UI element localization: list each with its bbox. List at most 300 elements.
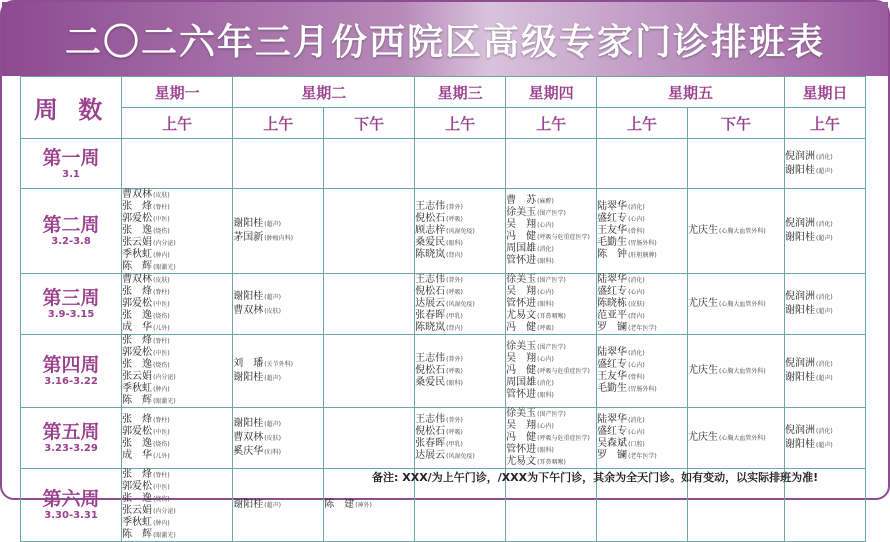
week-row bbox=[21, 139, 866, 189]
department-label: (胃肠外科) bbox=[628, 386, 657, 393]
doctor-name: 谢阳桂 bbox=[785, 439, 816, 450]
schedule-cell bbox=[415, 189, 506, 274]
doctor-entry bbox=[122, 505, 232, 517]
doctor-entry bbox=[122, 426, 232, 438]
doctor-entry bbox=[597, 426, 687, 438]
department-label: (烧伤) bbox=[153, 228, 170, 235]
weeks-column-header: 周 数 bbox=[21, 77, 122, 139]
doctor-entry bbox=[506, 298, 596, 310]
doctor-name: 曹 苏 bbox=[506, 195, 537, 206]
department-label: (消化) bbox=[628, 417, 645, 424]
doctor-entry bbox=[506, 231, 596, 243]
doctor-entry bbox=[415, 310, 505, 322]
doctor-name: 王志伟 bbox=[415, 414, 446, 425]
doctor-entry bbox=[597, 414, 687, 426]
department-label: (烧伤) bbox=[153, 496, 170, 503]
doctor-name: 周国雄 bbox=[506, 243, 537, 254]
doctor-name: 张春晖 bbox=[415, 310, 446, 321]
doctor-entry bbox=[597, 450, 687, 462]
schedule-cell bbox=[415, 139, 506, 189]
doctor-name: 倪润洲 bbox=[785, 150, 816, 162]
doctor-name: 季秋虹 bbox=[122, 249, 153, 260]
doctor-entry bbox=[785, 424, 865, 438]
department-label: (心胸大血管外科) bbox=[719, 435, 766, 442]
department-label: (胃肠外科) bbox=[628, 240, 657, 247]
doctor-entry bbox=[122, 322, 232, 334]
doctor-entry bbox=[506, 195, 596, 207]
department-label: (肾内) bbox=[628, 313, 645, 320]
department-label: (肝胆胰脾) bbox=[628, 252, 657, 259]
department-label: (呼吸与危重症医学) bbox=[537, 368, 590, 375]
page-title: 二〇二六年三月份西院区高级专家门诊排班表 bbox=[64, 22, 825, 63]
department-label: (中医) bbox=[153, 350, 170, 357]
doctor-name: 尤庆生 bbox=[688, 298, 719, 309]
department-label: (烧伤) bbox=[153, 441, 170, 448]
doctor-name: 达展云 bbox=[415, 450, 446, 461]
doctor-entry bbox=[122, 335, 232, 347]
department-label: (超声) bbox=[264, 421, 281, 428]
department-label: (内分泌) bbox=[153, 240, 176, 247]
schedule-cell bbox=[324, 335, 415, 408]
doctor-name: 张 逸 bbox=[122, 359, 153, 370]
doctor-name: 达展云 bbox=[415, 298, 446, 309]
doctor-entry bbox=[415, 365, 505, 377]
doctor-entry bbox=[233, 304, 323, 318]
doctor-name: 曹双林 bbox=[122, 189, 153, 200]
department-label: (眼科) bbox=[446, 380, 463, 387]
doctor-entry bbox=[233, 371, 323, 385]
doctor-name: 周国雄 bbox=[506, 377, 537, 388]
doctor-name: 谢阳桂 bbox=[233, 291, 264, 302]
doctor-name: 张 逸 bbox=[122, 493, 153, 504]
half-header: 上午 bbox=[785, 108, 866, 139]
department-label: (心内) bbox=[628, 429, 645, 436]
doctor-entry bbox=[415, 322, 505, 334]
doctor-name: 王友华 bbox=[597, 371, 628, 382]
doctor-entry bbox=[597, 322, 687, 334]
department-label: (麻醉) bbox=[537, 198, 554, 205]
department-label: (心内) bbox=[537, 356, 554, 363]
department-label: (中医) bbox=[153, 216, 170, 223]
doctor-name: 倪润洲 bbox=[785, 218, 816, 229]
schedule-cell bbox=[785, 274, 866, 335]
department-label: (呼吸) bbox=[446, 368, 463, 375]
schedule-cell bbox=[233, 469, 324, 542]
department-label: (关节外科) bbox=[264, 361, 293, 368]
doctor-entry bbox=[785, 290, 865, 304]
doctor-entry bbox=[688, 431, 784, 445]
department-label: (皮肤) bbox=[264, 435, 281, 442]
half-header: 上午 bbox=[597, 108, 688, 139]
half-header: 上午 bbox=[506, 108, 597, 139]
doctor-entry bbox=[122, 261, 232, 273]
doctor-entry bbox=[785, 164, 865, 178]
department-label: (超声) bbox=[816, 235, 833, 242]
department-label: (肿瘤内科) bbox=[264, 235, 293, 242]
doctor-entry bbox=[415, 414, 505, 426]
doctor-name: 管怀进 bbox=[506, 389, 537, 400]
schedule-cell bbox=[122, 189, 233, 274]
doctor-name: 吴 翔 bbox=[506, 420, 537, 431]
doctor-entry bbox=[506, 243, 596, 255]
doctor-name: 陈晓岚 bbox=[415, 322, 446, 333]
department-label: (心胸大血管外科) bbox=[719, 368, 766, 375]
department-label: (肾内) bbox=[446, 252, 463, 259]
department-label: (眼科) bbox=[537, 447, 554, 454]
department-label: (超声) bbox=[264, 502, 281, 509]
doctor-entry bbox=[233, 498, 323, 512]
doctor-name: 谢阳桂 bbox=[785, 232, 816, 243]
department-label: (心内) bbox=[537, 222, 554, 229]
department-label: (中医) bbox=[153, 429, 170, 436]
doctor-entry bbox=[122, 298, 232, 310]
doctor-entry bbox=[506, 377, 596, 389]
department-label: (内分泌) bbox=[153, 508, 176, 515]
department-label: (呼吸) bbox=[446, 216, 463, 223]
doctor-name: 张云娟 bbox=[122, 237, 153, 248]
doctor-name: 谢阳桂 bbox=[233, 418, 264, 429]
doctor-entry bbox=[597, 359, 687, 371]
schedule-cell bbox=[233, 139, 324, 189]
department-label: (超声) bbox=[816, 442, 833, 449]
doctor-entry bbox=[597, 286, 687, 298]
schedule-cell bbox=[122, 335, 233, 408]
department-label: (风湿免疫) bbox=[446, 453, 475, 460]
doctor-name: 陈 辉 bbox=[122, 395, 153, 406]
doctor-entry bbox=[122, 189, 232, 201]
department-label: (脊柱) bbox=[153, 338, 170, 345]
doctor-name: 谢阳桂 bbox=[233, 372, 264, 383]
schedule-cell bbox=[785, 189, 866, 274]
doctor-entry bbox=[122, 237, 232, 249]
department-label: (皮肤) bbox=[153, 277, 170, 284]
week-label-cell bbox=[21, 469, 122, 542]
department-label: (眼科) bbox=[537, 258, 554, 265]
doctor-entry bbox=[122, 225, 232, 237]
department-label: (烧伤) bbox=[153, 313, 170, 320]
doctor-entry bbox=[122, 395, 232, 407]
department-label: (肿内) bbox=[153, 386, 170, 393]
doctor-name: 尤易文 bbox=[506, 310, 537, 321]
department-label: (眼激光) bbox=[153, 264, 176, 271]
schedule-cell bbox=[324, 274, 415, 335]
doctor-name: 冯 健 bbox=[506, 365, 537, 376]
doctor-name: 谢阳桂 bbox=[785, 305, 816, 316]
doctor-name: 张 烽 bbox=[122, 286, 153, 297]
doctor-entry bbox=[415, 225, 505, 237]
schedule-cell bbox=[688, 408, 785, 469]
schedule-cell bbox=[785, 139, 866, 189]
doctor-name: 张 逸 bbox=[122, 310, 153, 321]
doctor-name: 郭爱松 bbox=[122, 481, 153, 492]
doctor-entry bbox=[415, 377, 505, 389]
doctor-name: 张 烽 bbox=[122, 414, 153, 425]
doctor-entry bbox=[597, 371, 687, 383]
doctor-entry bbox=[415, 286, 505, 298]
department-label: (心内) bbox=[537, 289, 554, 296]
doctor-name: 尤庆生 bbox=[688, 365, 719, 376]
week-date-range: 3.30-3.31 bbox=[44, 510, 98, 521]
department-label: (消化) bbox=[816, 294, 833, 301]
doctor-entry bbox=[415, 438, 505, 450]
doctor-name: 王志伟 bbox=[415, 353, 446, 364]
schedule-cell bbox=[597, 189, 688, 274]
doctor-entry bbox=[122, 213, 232, 225]
day-header-tue: 星期二 bbox=[233, 77, 415, 108]
doctor-name: 陈 建 bbox=[324, 499, 355, 510]
doctor-entry bbox=[122, 481, 232, 493]
department-label: (消化) bbox=[816, 361, 833, 368]
doctor-entry bbox=[122, 249, 232, 261]
doctor-name: 罗 镧 bbox=[597, 450, 628, 461]
doctor-name: 范亚平 bbox=[597, 310, 628, 321]
doctor-entry bbox=[597, 249, 687, 261]
doctor-entry bbox=[597, 347, 687, 359]
doctor-name: 徐美玉 bbox=[506, 341, 537, 352]
day-header-fri: 星期五 bbox=[597, 77, 785, 108]
doctor-entry bbox=[506, 255, 596, 267]
doctor-name: 王志伟 bbox=[415, 274, 446, 285]
doctor-name: 张云娟 bbox=[122, 505, 153, 516]
department-label: (消化) bbox=[816, 153, 833, 161]
schedule-cell bbox=[597, 274, 688, 335]
week-date-range: 3.1 bbox=[62, 168, 80, 180]
doctor-name: 管怀进 bbox=[506, 255, 537, 266]
doctor-name: 王志伟 bbox=[415, 201, 446, 212]
department-label: (骨科) bbox=[628, 374, 645, 381]
department-label: (呼吸) bbox=[537, 325, 554, 332]
department-label: (心胸大血管外科) bbox=[719, 228, 766, 235]
doctor-name: 冯 健 bbox=[506, 432, 537, 443]
doctor-entry bbox=[122, 371, 232, 383]
department-label: (消化) bbox=[628, 204, 645, 211]
doctor-entry bbox=[415, 237, 505, 249]
doctor-entry bbox=[785, 231, 865, 245]
doctor-entry bbox=[122, 286, 232, 298]
half-header: 下午 bbox=[324, 108, 415, 139]
schedule-cell bbox=[597, 408, 688, 469]
doctor-entry bbox=[233, 431, 323, 445]
department-label: (围产医学) bbox=[537, 277, 566, 284]
schedule-cell bbox=[415, 274, 506, 335]
doctor-entry bbox=[324, 498, 414, 512]
doctor-entry bbox=[597, 225, 687, 237]
day-header-row bbox=[21, 77, 866, 108]
doctor-entry bbox=[122, 347, 232, 359]
department-label: (肿内) bbox=[153, 252, 170, 259]
doctor-name: 陈 辉 bbox=[122, 261, 153, 272]
half-day-header-row bbox=[21, 108, 866, 139]
doctor-name: 尤易文 bbox=[506, 456, 537, 467]
doctor-entry bbox=[415, 426, 505, 438]
day-header-mon: 星期一 bbox=[122, 77, 233, 108]
doctor-entry bbox=[597, 201, 687, 213]
doctor-entry bbox=[415, 298, 505, 310]
doctor-entry bbox=[597, 213, 687, 225]
doctor-entry bbox=[597, 438, 687, 450]
schedule-cell bbox=[415, 408, 506, 469]
doctor-entry bbox=[415, 213, 505, 225]
department-label: (呼吸与危重症医学) bbox=[537, 435, 590, 442]
doctor-name: 徐美玉 bbox=[506, 408, 537, 419]
doctor-name: 刘 璠 bbox=[233, 358, 264, 369]
doctor-name: 陈 钟 bbox=[597, 249, 628, 260]
doctor-name: 张春晖 bbox=[415, 438, 446, 449]
doctor-entry bbox=[122, 414, 232, 426]
department-label: (脊柱) bbox=[153, 417, 170, 424]
doctor-name: 王友华 bbox=[597, 225, 628, 236]
schedule-cell bbox=[597, 139, 688, 189]
department-label: (老年医学) bbox=[628, 325, 657, 332]
footer-note: 备注: XXX/为上午门诊，/XXX为下午门诊，其余为全天门诊。如有变动，以实际排班为准! bbox=[372, 471, 819, 484]
doctor-name: 季秋虹 bbox=[122, 383, 153, 394]
doctor-entry bbox=[122, 274, 232, 286]
department-label: (口腔) bbox=[628, 441, 645, 448]
department-label: (眼科) bbox=[537, 392, 554, 399]
doctor-name: 郭爱松 bbox=[122, 213, 153, 224]
department-label: (妇科) bbox=[264, 449, 281, 456]
doctor-name: 罗 镧 bbox=[597, 322, 628, 333]
department-label: (心内) bbox=[628, 216, 645, 223]
doctor-name: 倪润洲 bbox=[785, 358, 816, 369]
doctor-entry bbox=[415, 353, 505, 365]
doctor-entry bbox=[506, 286, 596, 298]
doctor-name: 陈晓栋 bbox=[597, 298, 628, 309]
schedule-cell bbox=[324, 189, 415, 274]
doctor-name: 盛红专 bbox=[597, 213, 628, 224]
week-name: 第六周 bbox=[42, 488, 100, 510]
doctor-name: 尤庆生 bbox=[688, 225, 719, 236]
department-label: (风湿免疫) bbox=[446, 228, 475, 235]
doctor-name: 倪松石 bbox=[415, 426, 446, 437]
doctor-entry bbox=[122, 383, 232, 395]
department-label: (超声) bbox=[264, 294, 281, 301]
doctor-name: 吴 翔 bbox=[506, 353, 537, 364]
doctor-name: 张 烽 bbox=[122, 201, 153, 212]
department-label: (儿外) bbox=[153, 453, 170, 460]
doctor-name: 张 逸 bbox=[122, 225, 153, 236]
doctor-name: 倪润洲 bbox=[785, 425, 816, 436]
doctor-name: 冯 健 bbox=[506, 322, 537, 333]
week-name: 第三周 bbox=[42, 287, 100, 309]
doctor-entry bbox=[506, 322, 596, 334]
doctor-name: 陆翠华 bbox=[597, 201, 628, 212]
doctor-name: 张 烽 bbox=[122, 469, 153, 480]
week-date-range: 3.9-3.15 bbox=[47, 309, 95, 320]
doctor-name: 郭爱松 bbox=[122, 347, 153, 358]
department-label: (心内) bbox=[628, 289, 645, 296]
doctor-entry bbox=[415, 450, 505, 462]
week-label-cell bbox=[21, 335, 122, 408]
schedule-cell bbox=[506, 335, 597, 408]
day-header-sun: 星期日 bbox=[785, 77, 866, 108]
week-label-cell bbox=[21, 139, 122, 189]
department-label: (中医) bbox=[153, 301, 170, 308]
doctor-entry bbox=[785, 150, 865, 164]
doctor-entry bbox=[122, 469, 232, 481]
department-label: (眼科) bbox=[446, 240, 463, 247]
doctor-entry bbox=[597, 310, 687, 322]
doctor-entry bbox=[506, 365, 596, 377]
schedule-cell bbox=[688, 335, 785, 408]
doctor-name: 盛红专 bbox=[597, 359, 628, 370]
doctor-name: 郭爱松 bbox=[122, 426, 153, 437]
doctor-entry bbox=[506, 408, 596, 420]
doctor-name: 成 华 bbox=[122, 450, 153, 461]
department-label: (烧伤) bbox=[153, 362, 170, 369]
week-row bbox=[21, 189, 866, 274]
department-label: (甲乳) bbox=[446, 313, 463, 320]
doctor-entry bbox=[506, 389, 596, 401]
doctor-name: 徐美玉 bbox=[506, 207, 537, 218]
half-header: 上午 bbox=[122, 108, 233, 139]
schedule-cell bbox=[506, 408, 597, 469]
doctor-entry bbox=[233, 290, 323, 304]
department-label: (心内) bbox=[628, 362, 645, 369]
doctor-entry bbox=[506, 310, 596, 322]
doctor-name: 吴 翔 bbox=[506, 286, 537, 297]
doctor-name: 曹双林 bbox=[233, 432, 264, 443]
schedule-cell bbox=[122, 139, 233, 189]
doctor-entry bbox=[122, 450, 232, 462]
week-date-range: 3.16-3.22 bbox=[44, 376, 98, 387]
doctor-entry bbox=[506, 420, 596, 432]
schedule-cell bbox=[506, 189, 597, 274]
doctor-name: 倪松石 bbox=[415, 213, 446, 224]
week-row bbox=[21, 408, 866, 469]
department-label: (围产医学) bbox=[537, 411, 566, 418]
department-label: (心胸大血管外科) bbox=[719, 301, 766, 308]
doctor-entry bbox=[785, 371, 865, 385]
doctor-name: 桑爱民 bbox=[415, 237, 446, 248]
schedule-cell bbox=[415, 335, 506, 408]
doctor-entry bbox=[785, 357, 865, 371]
department-label: (肿内) bbox=[153, 520, 170, 527]
schedule-cell bbox=[597, 335, 688, 408]
week-name: 第五周 bbox=[42, 421, 100, 443]
department-label: (普外) bbox=[446, 277, 463, 284]
department-label: (呼吸) bbox=[446, 429, 463, 436]
half-header: 上午 bbox=[415, 108, 506, 139]
doctor-name: 张 烽 bbox=[122, 335, 153, 346]
doctor-name: 张 逸 bbox=[122, 438, 153, 449]
doctor-entry bbox=[506, 219, 596, 231]
department-label: (普外) bbox=[446, 204, 463, 211]
half-header: 上午 bbox=[233, 108, 324, 139]
doctor-entry bbox=[122, 493, 232, 505]
schedule-cell bbox=[324, 408, 415, 469]
department-label: (眼激光) bbox=[153, 532, 176, 539]
doctor-entry bbox=[233, 417, 323, 431]
schedule-cell bbox=[233, 274, 324, 335]
department-label: (消化) bbox=[537, 246, 554, 253]
doctor-name: 陆翠华 bbox=[597, 347, 628, 358]
half-header: 下午 bbox=[688, 108, 785, 139]
department-label: (超声) bbox=[816, 308, 833, 315]
week-label-cell bbox=[21, 189, 122, 274]
department-label: (消化) bbox=[816, 221, 833, 228]
department-label: (皮肤) bbox=[153, 192, 170, 199]
schedule-cell bbox=[688, 139, 785, 189]
doctor-entry bbox=[506, 456, 596, 468]
doctor-name: 茅国新 bbox=[233, 232, 264, 243]
doctor-entry bbox=[785, 438, 865, 452]
doctor-name: 吴森斌 bbox=[597, 438, 628, 449]
department-label: (普外) bbox=[446, 356, 463, 363]
doctor-entry bbox=[233, 357, 323, 371]
week-label-cell bbox=[21, 408, 122, 469]
schedule-cell bbox=[233, 189, 324, 274]
